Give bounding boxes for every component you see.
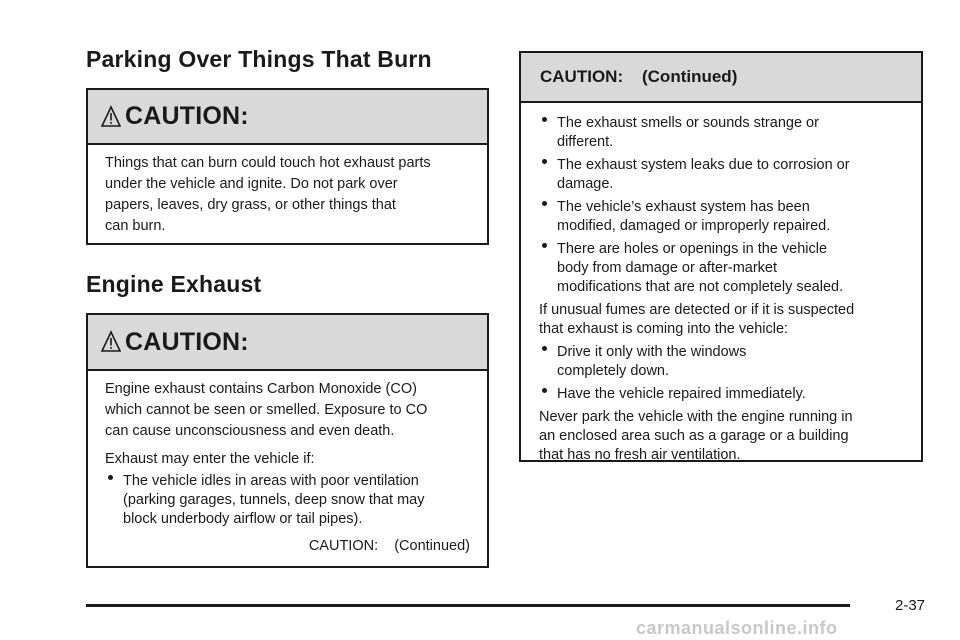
section-heading-parking: Parking Over Things That Burn bbox=[86, 46, 432, 72]
caution-title: CAUTION: bbox=[125, 102, 249, 130]
caution-box-exhaust bbox=[86, 313, 489, 568]
text-line: The exhaust system leaks due to corrosion or bbox=[557, 157, 850, 173]
text-line: If unusual fumes are detected or if it is suspected bbox=[539, 302, 855, 318]
caution-box-parking bbox=[86, 88, 489, 245]
bullet-list bbox=[539, 343, 907, 404]
warning-icon bbox=[101, 105, 121, 129]
bullet-item bbox=[539, 385, 907, 404]
caution-continued-title: CAUTION: (Continued) bbox=[540, 67, 738, 86]
bullet-list bbox=[539, 114, 907, 297]
bullet-item bbox=[539, 198, 907, 236]
caution-box-continued bbox=[519, 51, 923, 462]
caution-header bbox=[88, 315, 487, 371]
text-line: damage. bbox=[557, 176, 614, 192]
text-line: The vehicle’s exhaust system has been bbox=[557, 199, 810, 215]
page-number: 2-37 bbox=[895, 597, 926, 614]
text-line: under the vehicle and ignite. Do not park over bbox=[105, 176, 398, 192]
text-line: Engine exhaust contains Carbon Monoxide (CO) bbox=[105, 381, 417, 397]
bullet-item bbox=[105, 472, 487, 529]
caution-header bbox=[88, 90, 487, 145]
text-line: papers, leaves, dry grass, or other things that bbox=[105, 197, 396, 213]
caution-header bbox=[521, 53, 921, 103]
text-line: Have the vehicle repaired immediately. bbox=[557, 386, 806, 402]
text-line: The vehicle idles in areas with poor ventilation bbox=[123, 473, 419, 489]
caution-body bbox=[88, 145, 487, 237]
text-line: that exhaust is coming into the vehicle: bbox=[539, 321, 789, 337]
bullet-item bbox=[539, 240, 907, 297]
text-line: (parking garages, tunnels, deep snow that may bbox=[123, 492, 425, 508]
text-line: Drive it only with the windows bbox=[557, 344, 747, 360]
text-line: Never park the vehicle with the engine running in bbox=[539, 409, 853, 425]
caution-body bbox=[88, 371, 487, 557]
text-line: can cause unconsciousness and even death. bbox=[105, 423, 395, 439]
text-line: completely down. bbox=[557, 363, 670, 379]
text-line: body from damage or after-market bbox=[557, 260, 778, 276]
text-line: that has no fresh air ventilation. bbox=[539, 447, 741, 463]
watermark: carmanualsonline.info bbox=[636, 618, 838, 638]
text-line: Exhaust may enter the vehicle if: bbox=[105, 451, 315, 467]
caution-body bbox=[521, 103, 921, 465]
text-line: The exhaust smells or sounds strange or bbox=[557, 115, 819, 131]
caution-title: CAUTION: bbox=[125, 327, 249, 356]
text-line: an enclosed area such as a garage or a building bbox=[539, 428, 849, 444]
section-heading-engine-exhaust: Engine Exhaust bbox=[86, 271, 262, 297]
text-line: which cannot be seen or smelled. Exposure to CO bbox=[105, 402, 428, 418]
bullet-item bbox=[539, 114, 907, 152]
paragraph bbox=[539, 301, 907, 339]
warning-icon bbox=[101, 330, 121, 354]
text-line: block underbody airflow or tail pipes). bbox=[123, 511, 363, 527]
text-line: modifications that are not completely sealed. bbox=[557, 279, 844, 295]
text-line: modified, damaged or improperly repaired. bbox=[557, 218, 831, 234]
text-line: There are holes or openings in the vehicle bbox=[557, 241, 828, 257]
text-line: different. bbox=[557, 134, 614, 150]
continued-note: CAUTION: (Continued) bbox=[308, 538, 470, 554]
text-line: Things that can burn could touch hot exhaust parts bbox=[105, 155, 431, 171]
paragraph bbox=[539, 408, 907, 465]
bullet-item bbox=[539, 156, 907, 194]
footer-rule bbox=[86, 604, 850, 607]
bullet-item bbox=[539, 343, 907, 381]
bullet-dot bbox=[108, 475, 113, 480]
text-line: can burn. bbox=[105, 218, 166, 234]
